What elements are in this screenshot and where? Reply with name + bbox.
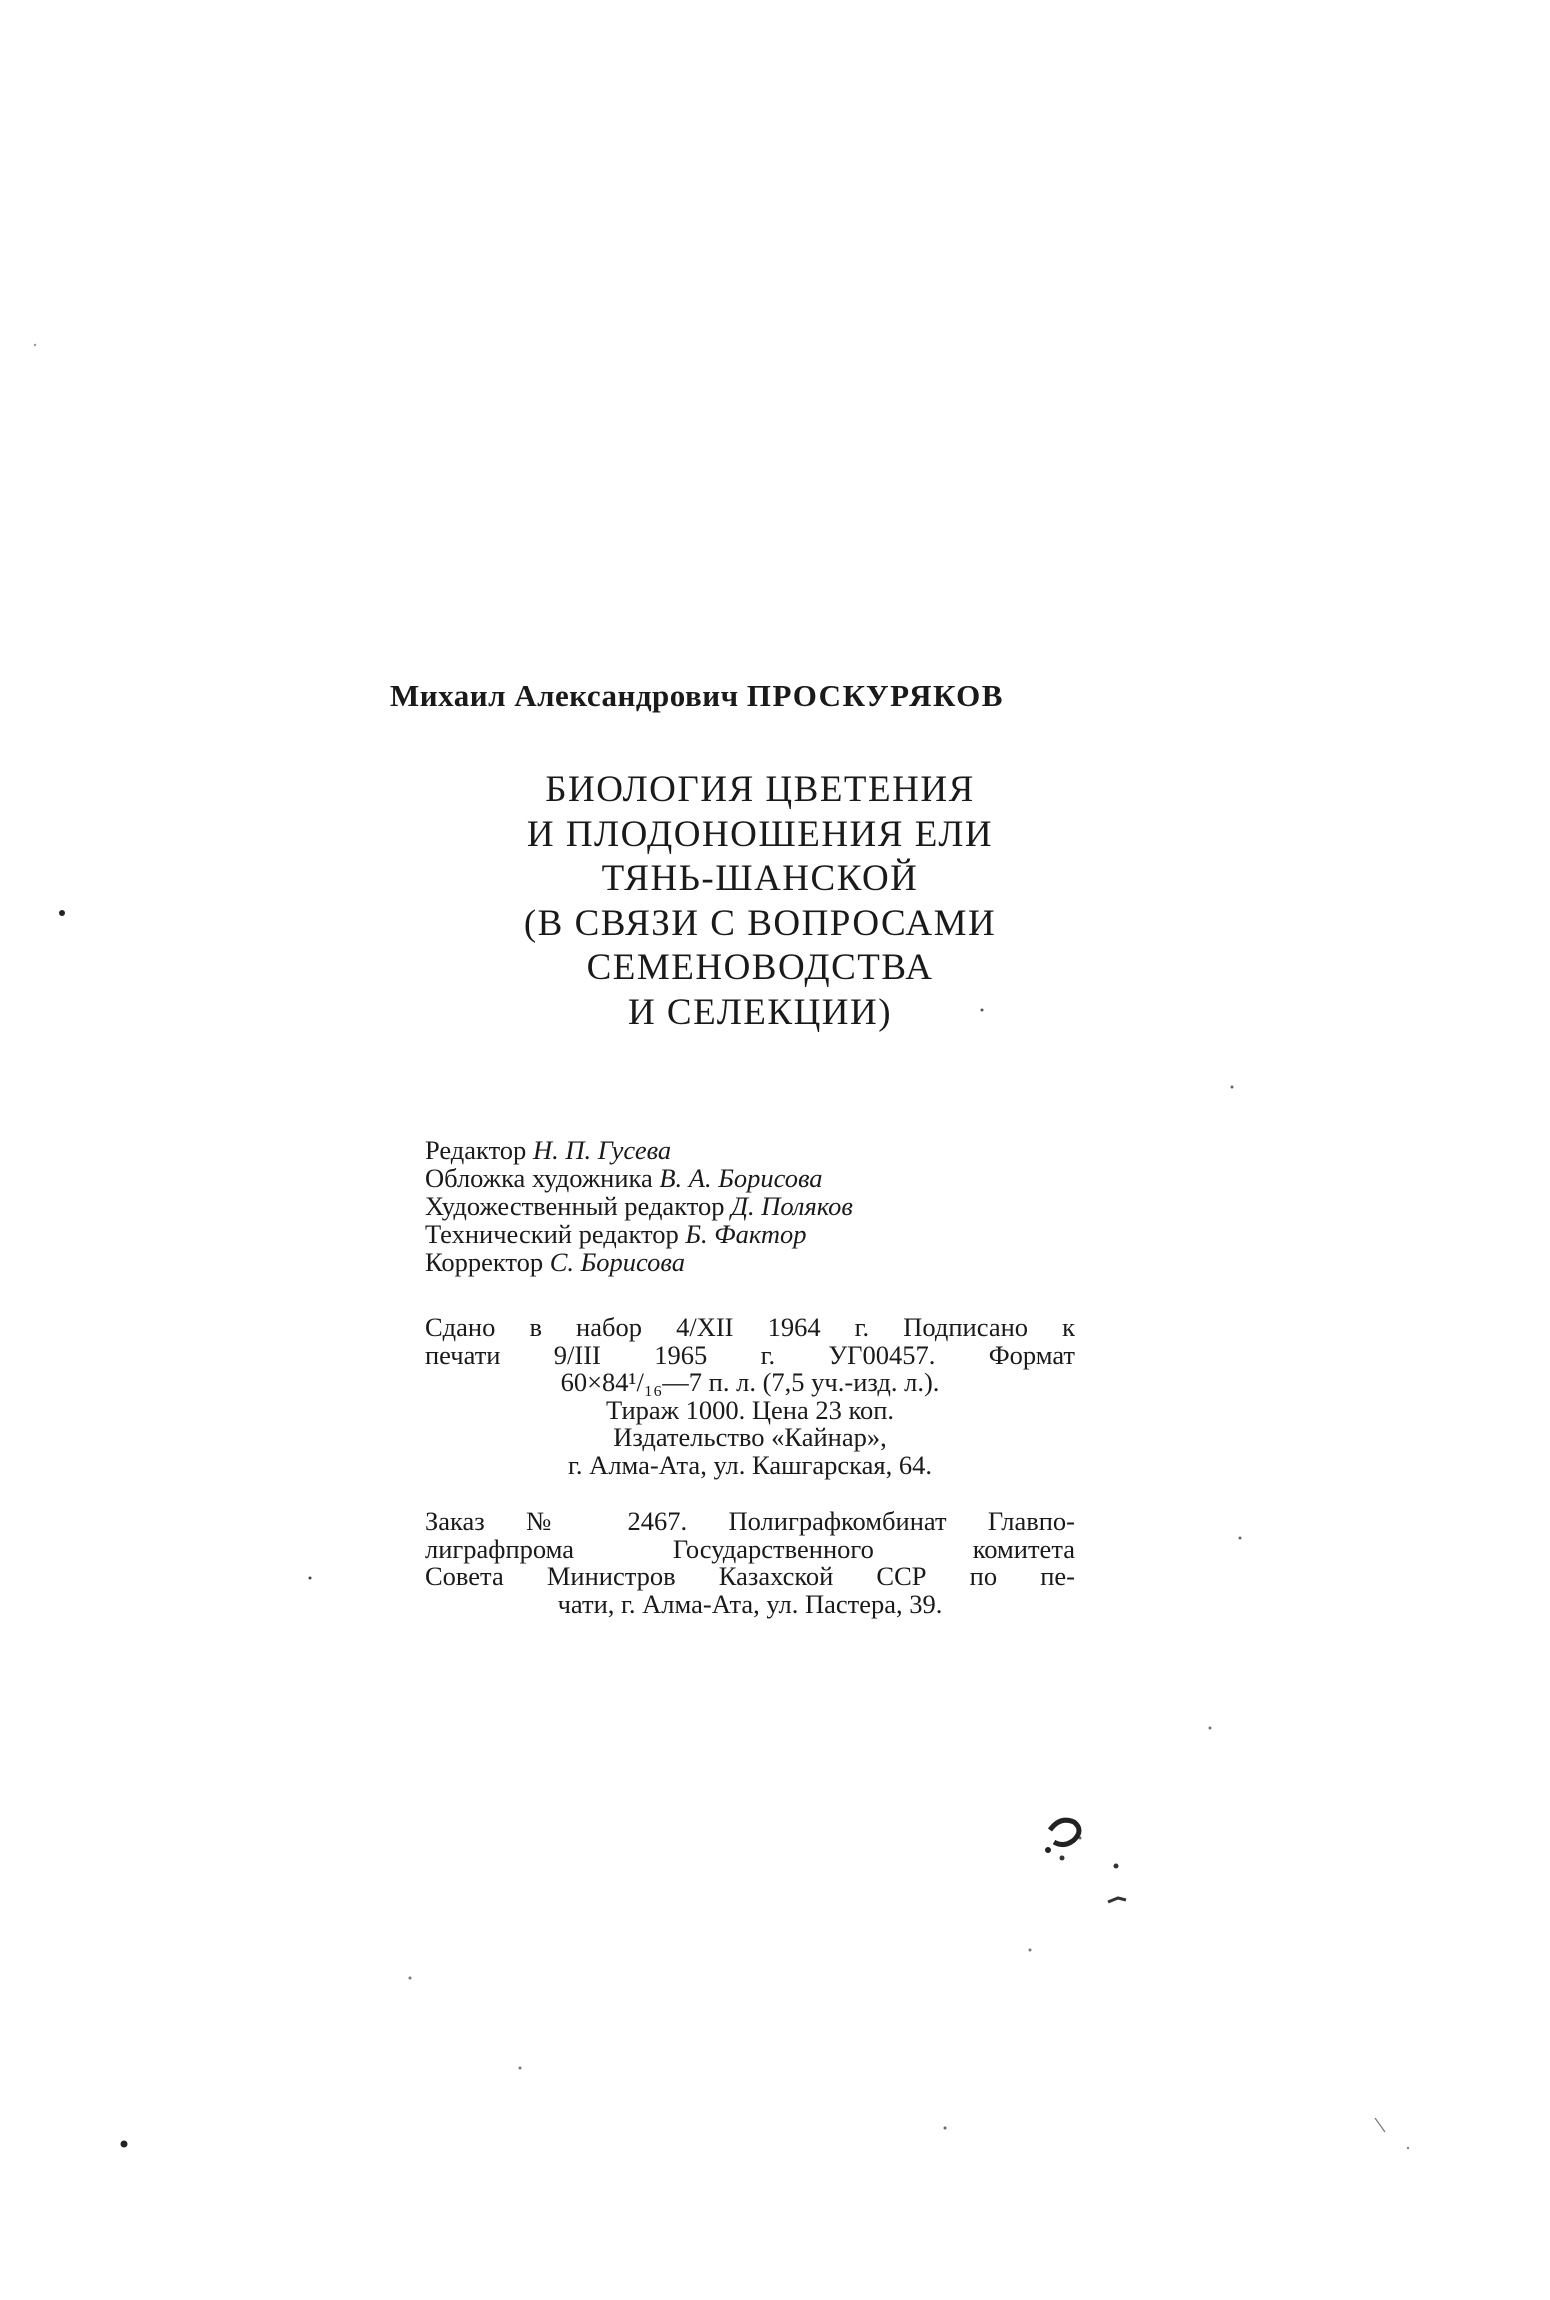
credit-role: Художественный редактор [425, 1191, 725, 1221]
credit-role: Технический редактор [425, 1219, 679, 1249]
imprint-line: Сдано в набор 4/XII 1964 г. Подписано к [425, 1312, 1075, 1342]
scan-speck [34, 344, 36, 346]
imprint-line: Издательство «Кайнар», [613, 1422, 887, 1452]
scan-speck [944, 2127, 947, 2130]
credit-role: Редактор [425, 1135, 527, 1165]
scan-speck [1375, 2118, 1385, 2132]
credit-person: С. Борисова [549, 1247, 685, 1277]
scan-speck [1029, 1949, 1032, 1952]
author-given-names: Михаил Александрович [390, 678, 739, 713]
scan-speck [1209, 1727, 1212, 1730]
title-line: БИОЛОГИЯ ЦВЕТЕНИЯ [545, 769, 975, 810]
title-line: ТЯНЬ-ШАНСКОЙ [601, 858, 919, 899]
order-line: лиграфпрома Государственного комитета [425, 1533, 1075, 1564]
scan-speck [1407, 2147, 1409, 2149]
author-surname: ПРОСКУРЯКОВ [746, 678, 1004, 713]
credit-role: Корректор [425, 1247, 544, 1277]
credit-role: Обложка художника [425, 1163, 653, 1193]
order-line: чати, г. Алма-Ата, ул. Пастера, 39. [557, 1588, 943, 1619]
ink-blot [1114, 1864, 1119, 1869]
scan-speck [519, 2067, 522, 2070]
scan-speck [409, 1977, 412, 1980]
ink-blot [1060, 1856, 1065, 1861]
title-line: И СЕЛЕКЦИИ) [627, 991, 893, 1033]
credit-person: Д. Поляков [731, 1191, 853, 1221]
title-line: (В СВЯЗИ С ВОПРОСАМИ [523, 902, 997, 944]
order-line: Заказ № 2467. Полиграфкомбинат Главпо- [425, 1506, 1075, 1536]
scan-speck [59, 910, 65, 916]
title-line: СЕМЕНОВОДСТВА [586, 947, 934, 988]
scan-speck [981, 1009, 984, 1012]
scan-speck [1239, 1537, 1242, 1540]
scan-speck [309, 1577, 312, 1580]
imprint-line: 60×84¹/₁₆—7 п. л. (7,5 уч.-изд. л.). [560, 1367, 940, 1397]
credit-person: В. А. Борисова [659, 1163, 823, 1193]
ink-blot [1045, 1847, 1051, 1853]
ink-blot [1050, 1820, 1079, 1844]
credit-person: Н. П. Гусева [532, 1135, 672, 1165]
title-line: И ПЛОДОНОШЕНИЯ ЕЛИ [526, 813, 994, 855]
scan-speck [121, 2141, 128, 2148]
ink-blot [1108, 1898, 1126, 1902]
imprint-line: Тираж 1000. Цена 23 коп. [605, 1394, 895, 1425]
imprint-line: г. Алма-Ата, ул. Кашгарская, 64. [568, 1449, 932, 1480]
imprint-line: печати 9/III 1965 г. УГ00457. Формат [425, 1339, 1075, 1370]
credit-person: Б. Фактор [685, 1219, 807, 1249]
order-line: Совета Министров Казахской ССР по пе- [425, 1561, 1075, 1591]
scan-speck [1231, 1086, 1234, 1089]
